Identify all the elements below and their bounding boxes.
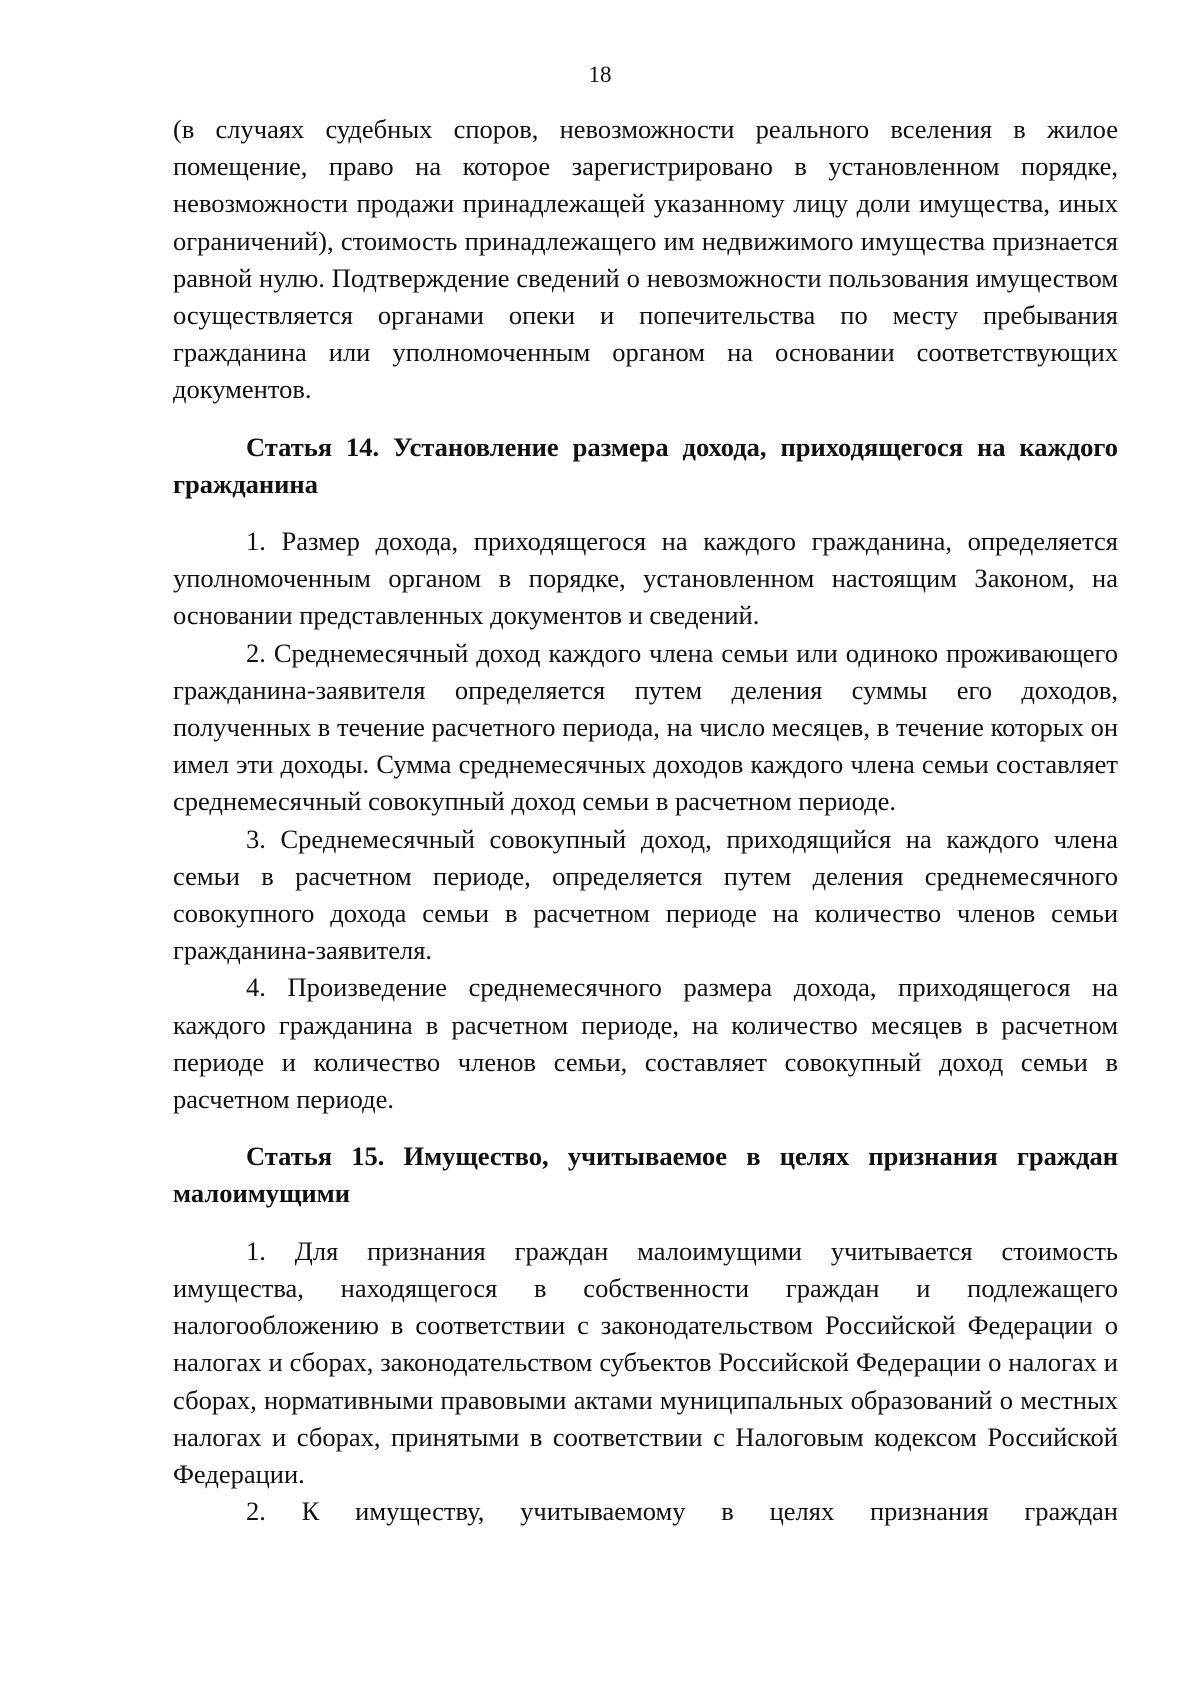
article-14-item-4: 4. Произведение среднемесячного размера дохода, приходящегося на каждого гражданина в расчетном периоде, на количество месяцев в расчетном периоде и количество членов семьи, составляет совокупный доход семьи в расчетном периоде. <box>173 972 1118 1115</box>
continuation-paragraph: (в случаях судебных споров, невозможности реального вселения в жилое помещение, право на которое зарегистрировано в установленном порядке, невозможности продажи принадлежащей указанному лицу доли имущества, иных ограничений), стоимость принадлежащего им недвижимого имущества признается равной нулю. Подтверждение сведений о невозможности пользования имуществом осуществляется органами опеки и попечительства по месту пребывания гражданина или уполномоченным органом на основании соответствующих документов. <box>173 114 1118 405</box>
document-body <box>173 111 1118 1530</box>
article-14-heading: Статья 14. Установление размера дохода, приходящегося на каждого гражданина <box>173 431 1118 499</box>
article-14-item-3: 3. Среднемесячный совокупный доход, приходящийся на каждого члена семьи в расчетном периоде, определяется путем деления среднемесячного совокупного дохода семьи в расчетном периоде на количество членов семьи гражданина-заявителя. <box>173 823 1118 966</box>
article-15-item-1: 1. Для признания граждан малоимущими учитывается стоимость имущества, находящегося в собственности граждан и подлежащего налогообложению в соответствии с законодательством Российской Федерации о налогах и сборах, законодательством субъектов Российской Федерации о налогах и сборах, нормативными правовыми актами муниципальных образований о местных налогах и сборах, принятыми в соответствии с Налоговым кодексом Российской Федерации. <box>173 1235 1118 1489</box>
article-15-item-2: 2. К имуществу, учитываемому в целях признания граждан <box>246 1496 1118 1527</box>
page-number: 18 <box>588 62 612 87</box>
article-15-heading: Статья 15. Имущество, учитываемое в целях признания граждан малоимущими <box>173 1141 1118 1209</box>
article-14-item-1: 1. Размер дохода, приходящегося на каждого гражданина, определяется уполномоченным органом в порядке, установленном настоящим Законом, на основании представленных документов и сведений. <box>173 526 1118 631</box>
article-14-item-2: 2. Среднемесячный доход каждого члена семьи или одиноко проживающего гражданина-заявителя определяется путем деления суммы его доходов, полученных в течение расчетного периода, на число месяцев, в течение которых он имел эти доходы. Сумма среднемесячных доходов каждого члена семьи составляет среднемесячный совокупный доход семьи в расчетном периоде. <box>173 637 1118 817</box>
